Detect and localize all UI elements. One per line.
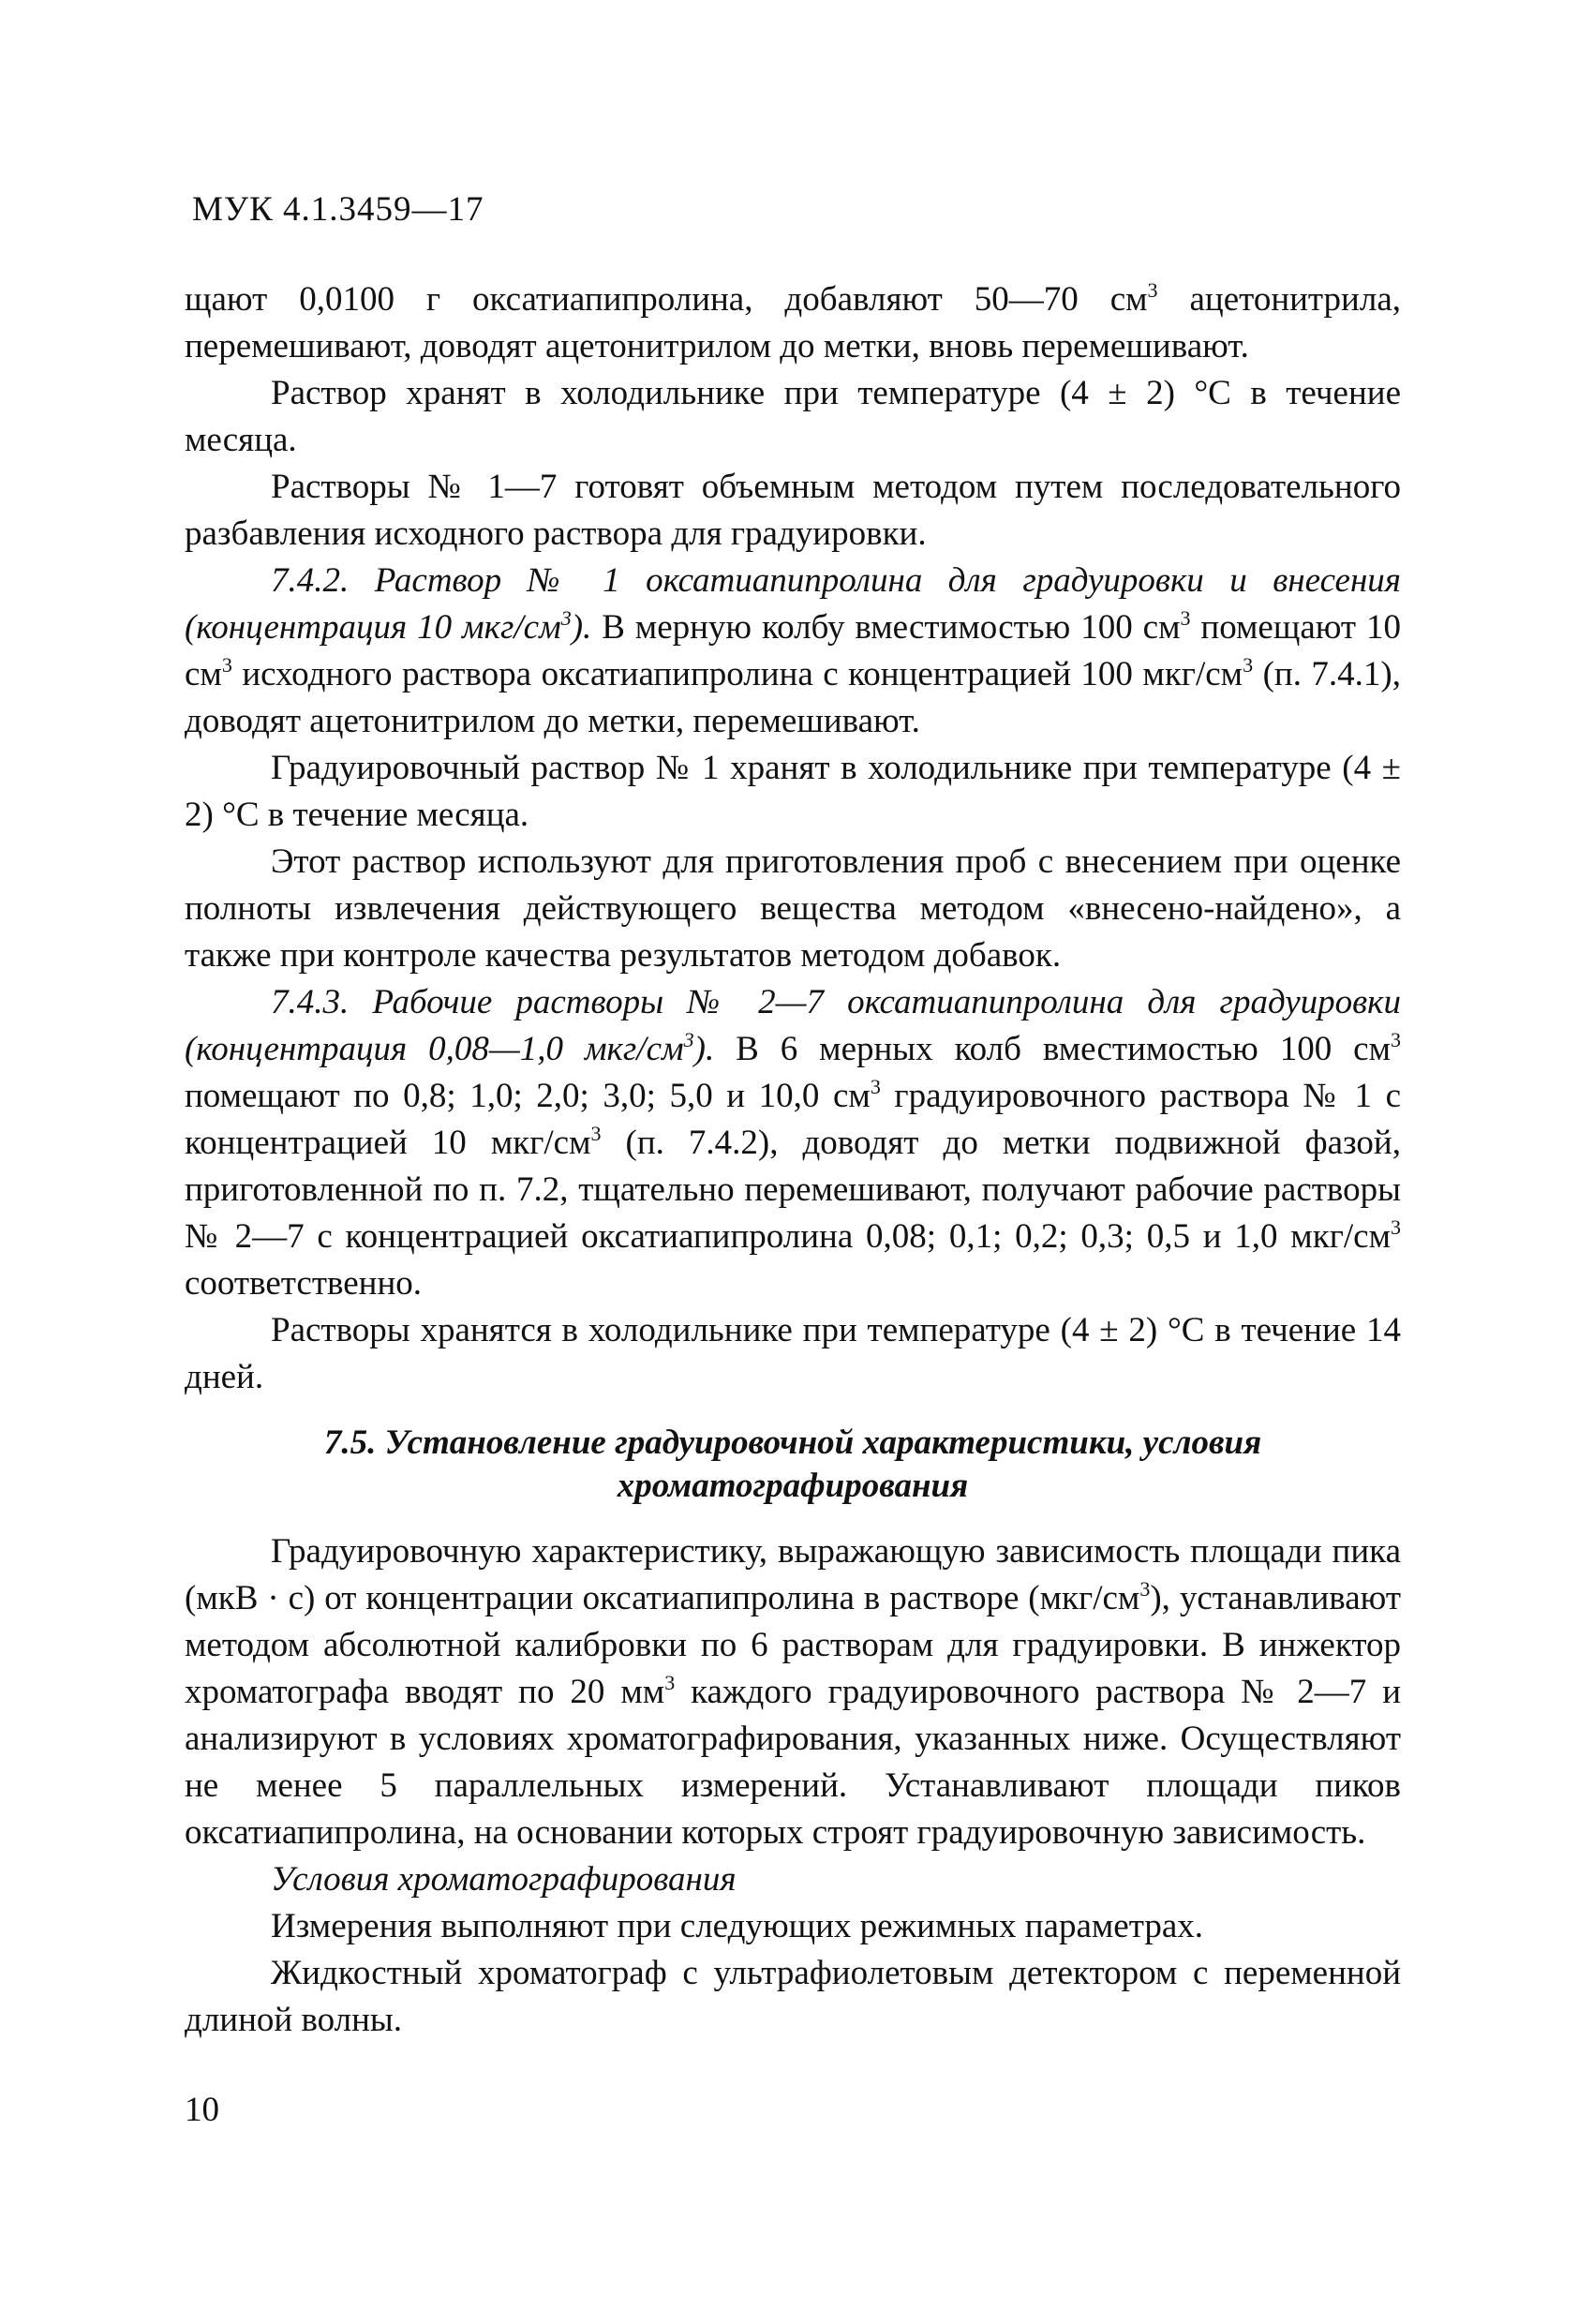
paragraph-solution-1 bbox=[185, 558, 1401, 745]
paragraph-storage-initial: Раствор хранят в холодильнике при температуре (4 ± 2) °С в течение месяца. bbox=[185, 374, 1401, 459]
subsection-7-4-3-title-end: ). bbox=[693, 1030, 715, 1068]
p4-part-a: В мерную колбу вместимостью 100 см bbox=[591, 608, 1181, 647]
p4-part-d: (п. 7.4.1), доводят ацетонитрилом до метки, перемешивают. bbox=[185, 655, 1401, 740]
s1-part-b: ), устанавливают методом абсолютной калибровки по 6 растворам для градуировки. В инжектор хроматографа вводят по 20 мм bbox=[185, 1579, 1401, 1711]
paragraph-solution-1-usage: Этот раствор используют для приготовления проб с внесением при оценке полноты извлечения действующего вещества методом «внесено-найдено», а также при контроле качества результатов методом добавок. bbox=[185, 842, 1401, 975]
subsection-7-4-2-title-text: 7.4.2. Раствор № 1 оксатиапипролина для градуировки и внесения (концентрация 10 мкг/см bbox=[185, 561, 1401, 647]
page-number: 10 bbox=[185, 2091, 219, 2129]
document-body bbox=[185, 276, 1401, 2044]
paragraph-solution-1-storage: Градуировочный раствор № 1 хранят в холодильнике при температуре (4 ± 2) °С в течение месяца. bbox=[185, 749, 1401, 834]
paragraph-calibration bbox=[185, 1528, 1401, 1856]
p4-part-c: исходного раствора оксатиапипролина с концентрацией 100 мкг/см bbox=[231, 655, 1243, 693]
subsection-7-4-3-title-text: 7.4.3. Рабочие растворы № 2—7 оксатиапипролина для градуировки (концентрация 0,08—1,0 мкг/см bbox=[185, 983, 1401, 1068]
paragraph-chromatograph: Жидкостный хроматограф с ультрафиолетовым детектором с переменной длиной волны. bbox=[185, 1954, 1401, 2039]
paragraph-measurement-params: Измерения выполняют при следующих режимных параметрах. bbox=[271, 1907, 1204, 1945]
p7-part-d-superscript: 3 bbox=[1391, 1215, 1401, 1239]
subsection-7-4-3-title-superscript: 3 bbox=[683, 1028, 694, 1051]
p4-part-c-superscript: 3 bbox=[1243, 653, 1254, 677]
subsection-7-4-2-title-superscript: 3 bbox=[560, 606, 572, 630]
s1-part-c: каждого градуировочного раствора № 2—7 и анализируют в условиях хроматографирования, указанных ниже. Осуществляют не менее 5 параллельных измерений. Устанавливают площади пиков оксатиапипролина, на основании которых строят градуировочную зависимость. bbox=[185, 1673, 1401, 1852]
p4-part-b-superscript: 3 bbox=[221, 653, 232, 677]
document-code-header: МУК 4.1.3459—17 bbox=[192, 190, 484, 229]
s1-part-a: Градуировочную характеристику, выражающую зависимость площади пика (мкВ · с) от концентрации оксатиапипролина в растворе (мкг/см bbox=[185, 1532, 1401, 1617]
p7-part-e: соответственно. bbox=[185, 1264, 423, 1303]
p7-part-d: (п. 7.4.2), доводят до метки подвижной фазой, приготовленной по п. 7.2, тщательно перемешивают, получают рабочие растворы № 2—7 с концентрацией оксатиапипролина 0,08; 0,1; 0,2; 0,3; 0,5 и 1,0 мкг/см bbox=[185, 1124, 1401, 1256]
section-7-5-title bbox=[185, 1422, 1401, 1508]
p4-part-a-superscript: 3 bbox=[1180, 606, 1191, 630]
paragraph-working-solutions bbox=[185, 979, 1401, 1307]
p7-part-c-superscript: 3 bbox=[590, 1122, 602, 1145]
p4-part-b: помещают 10 см bbox=[185, 608, 1402, 693]
p7-part-b: помещают по 0,8; 1,0; 2,0; 3,0; 5,0 и 10,0 см bbox=[185, 1077, 871, 1115]
p1-rest: ацетонитрила, перемешивают, доводят ацетонитрилом до метки, вновь перемешивают. bbox=[185, 280, 1401, 365]
s1-part-a-superscript: 3 bbox=[1139, 1577, 1151, 1601]
p7-part-b-superscript: 3 bbox=[870, 1075, 881, 1098]
s1-part-b-superscript: 3 bbox=[664, 1671, 676, 1694]
p1-superscript: 3 bbox=[1147, 278, 1158, 302]
subheading-chromatography-conditions: Условия хроматографирования bbox=[271, 1860, 737, 1899]
section-7-5-title-line-2: хроматографирования bbox=[617, 1467, 969, 1505]
p7-part-a: В 6 мерных колб вместимостью 100 см bbox=[714, 1030, 1392, 1068]
p1-text: щают 0,0100 г оксатиапипролина, добавляют 50—70 см bbox=[185, 280, 1148, 319]
section-7-5-title-line-1: 7.5. Установление градуировочной характеристики, условия bbox=[323, 1423, 1262, 1462]
p7-part-a-superscript: 3 bbox=[1391, 1028, 1402, 1051]
paragraph-working-solutions-storage: Растворы хранятся в холодильнике при температуре (4 ± 2) °С в течение 14 дней. bbox=[185, 1311, 1401, 1396]
paragraph-dilution-method: Растворы № 1—7 готовят объемным методом путем последовательного разбавления исходного раствора для градуировки. bbox=[185, 468, 1401, 553]
subsection-7-4-2-title-end: ). bbox=[571, 608, 592, 647]
paragraph-continuation bbox=[185, 276, 1401, 370]
p7-part-c: градуировочного раствора № 1 с концентрацией 10 мкг/см bbox=[185, 1077, 1401, 1162]
